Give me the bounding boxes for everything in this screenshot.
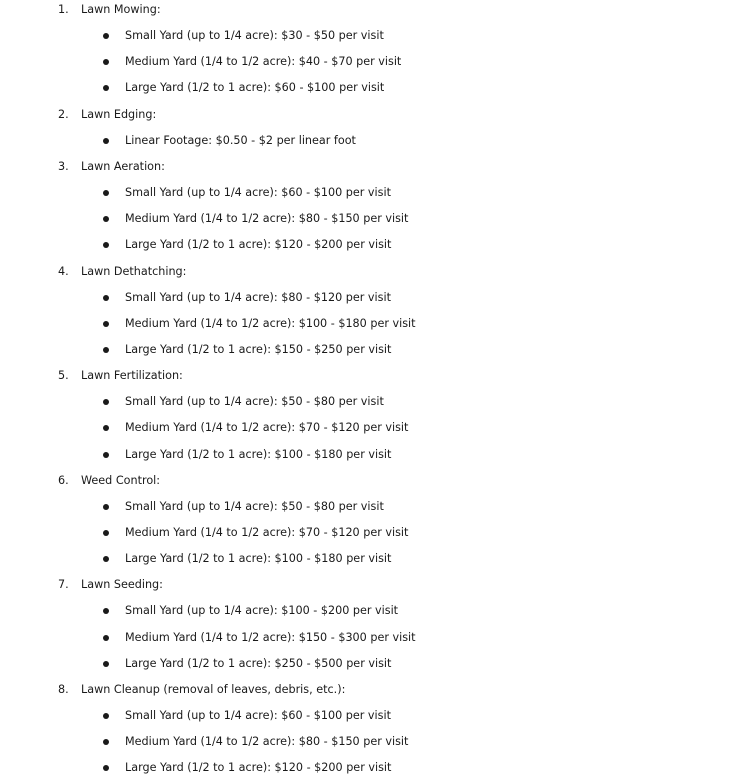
sub-list-item	[0, 523, 743, 543]
sub-list-item	[0, 235, 743, 255]
list-item-title: Lawn Mowing:	[81, 3, 161, 16]
bullet-icon	[103, 33, 109, 39]
sub-list-item-text: Small Yard (up to 1/4 acre): $80 - $120 per visit	[125, 290, 391, 304]
sub-list-item	[0, 758, 743, 778]
sub-list-item-text: Medium Yard (1/4 to 1/2 acre): $80 - $150 per visit	[125, 212, 409, 226]
sub-list-item-text: Large Yard (1/2 to 1 acre): $120 - $200 per visit	[125, 238, 392, 252]
list-item-title: Lawn Aeration:	[81, 159, 165, 173]
sub-list-item-text: Large Yard (1/2 to 1 acre): $60 - $100 per visit	[125, 81, 385, 95]
bullet-icon	[103, 739, 109, 745]
sub-list-item-text: Medium Yard (1/4 to 1/2 acre): $70 - $120 per visit	[125, 526, 409, 539]
sub-list-item	[0, 654, 743, 674]
sub-list-item-text: Small Yard (up to 1/4 acre): $60 - $100 per visit	[125, 186, 391, 200]
list-item-title: Lawn Edging:	[81, 107, 157, 121]
sub-list-item	[0, 78, 743, 98]
list-item-number: 8.	[58, 682, 69, 696]
bullet-icon	[103, 713, 109, 719]
sub-list-item-text: Large Yard (1/2 to 1 acre): $250 - $500 per visit	[125, 656, 392, 670]
bullet-icon	[103, 242, 109, 248]
bullet-icon	[103, 556, 109, 562]
bullet-icon	[103, 608, 109, 614]
sub-list-item-text: Large Yard (1/2 to 1 acre): $100 - $180 per visit	[125, 447, 392, 461]
sub-list-item	[0, 183, 743, 203]
list-item-title: Weed Control:	[81, 473, 161, 487]
sub-list-item	[0, 549, 743, 569]
list-item	[0, 680, 743, 700]
sub-list-item-text: Medium Yard (1/4 to 1/2 acre): $40 - $70 per visit	[125, 55, 402, 69]
list-item	[0, 471, 743, 491]
sub-list-item-text: Small Yard (up to 1/4 acre): $50 - $80 per visit	[125, 499, 384, 513]
list-item-number: 6.	[58, 473, 69, 487]
list-item-title: Lawn Seeding:	[81, 578, 163, 592]
sub-list-item	[0, 209, 743, 229]
list-item-number: 1.	[58, 3, 69, 16]
sub-list-item	[0, 497, 743, 517]
list-item	[0, 157, 743, 177]
bullet-icon	[103, 321, 109, 327]
list-item	[0, 0, 743, 20]
bullet-icon	[103, 399, 109, 405]
sub-list-item-text: Medium Yard (1/4 to 1/2 acre): $150 - $300 per visit	[125, 630, 416, 644]
bullet-icon	[103, 138, 109, 144]
sub-list-item-text: Medium Yard (1/4 to 1/2 acre): $80 - $150 per visit	[125, 735, 409, 749]
list-item-number: 3.	[58, 159, 69, 173]
bullet-icon	[103, 504, 109, 510]
list-item-number: 5.	[58, 369, 69, 383]
bullet-icon	[103, 530, 109, 536]
sub-list-item	[0, 706, 743, 726]
bullet-icon	[103, 216, 109, 222]
bullet-icon	[103, 295, 109, 301]
list-item-number: 4.	[58, 264, 69, 278]
sub-list-item	[0, 52, 743, 72]
list-item-title: Lawn Dethatching:	[81, 264, 187, 278]
sub-list-item	[0, 131, 743, 151]
list-item-title: Lawn Cleanup (removal of leaves, debris, etc.):	[81, 682, 346, 696]
sub-list-item-text: Large Yard (1/2 to 1 acre): $150 - $250 per visit	[125, 342, 392, 356]
sub-list-item	[0, 418, 743, 438]
sub-list-item	[0, 601, 743, 621]
list-item	[0, 105, 743, 125]
list-item-number: 2.	[58, 107, 69, 121]
sub-list-item-text: Medium Yard (1/4 to 1/2 acre): $100 - $180 per visit	[125, 316, 416, 330]
bullet-icon	[103, 635, 109, 641]
bullet-icon	[103, 190, 109, 196]
sub-list-item-text: Small Yard (up to 1/4 acre): $30 - $50 per visit	[125, 29, 384, 43]
list-item-title: Lawn Fertilization:	[81, 369, 183, 383]
list-item	[0, 575, 743, 595]
sub-list-item	[0, 26, 743, 46]
bullet-icon	[103, 347, 109, 353]
sub-list-item	[0, 732, 743, 752]
list-item	[0, 262, 743, 282]
sub-list-item	[0, 392, 743, 412]
sub-list-item-text: Large Yard (1/2 to 1 acre): $100 - $180 per visit	[125, 552, 392, 566]
bullet-icon	[103, 425, 109, 431]
bullet-icon	[103, 59, 109, 65]
list-item	[0, 366, 743, 386]
list-item-number: 7.	[58, 578, 69, 592]
sub-list-item	[0, 288, 743, 308]
sub-list-item-text: Large Yard (1/2 to 1 acre): $120 - $200 per visit	[125, 761, 392, 775]
bullet-icon	[103, 765, 109, 771]
sub-list-item-text: Small Yard (up to 1/4 acre): $60 - $100 per visit	[125, 709, 391, 723]
sub-list-item	[0, 314, 743, 334]
sub-list-item	[0, 340, 743, 360]
sub-list-item-text: Small Yard (up to 1/4 acre): $50 - $80 per visit	[125, 395, 384, 409]
bullet-icon	[103, 452, 109, 458]
sub-list-item-text: Medium Yard (1/4 to 1/2 acre): $70 - $120 per visit	[125, 421, 409, 435]
bullet-icon	[103, 661, 109, 667]
sub-list-item-text: Small Yard (up to 1/4 acre): $100 - $200 per visit	[125, 604, 399, 618]
sub-list-item	[0, 445, 743, 465]
bullet-icon	[103, 85, 109, 91]
sub-list-item-text: Linear Footage: $0.50 - $2 per linear foot	[125, 133, 356, 147]
sub-list-item	[0, 628, 743, 648]
